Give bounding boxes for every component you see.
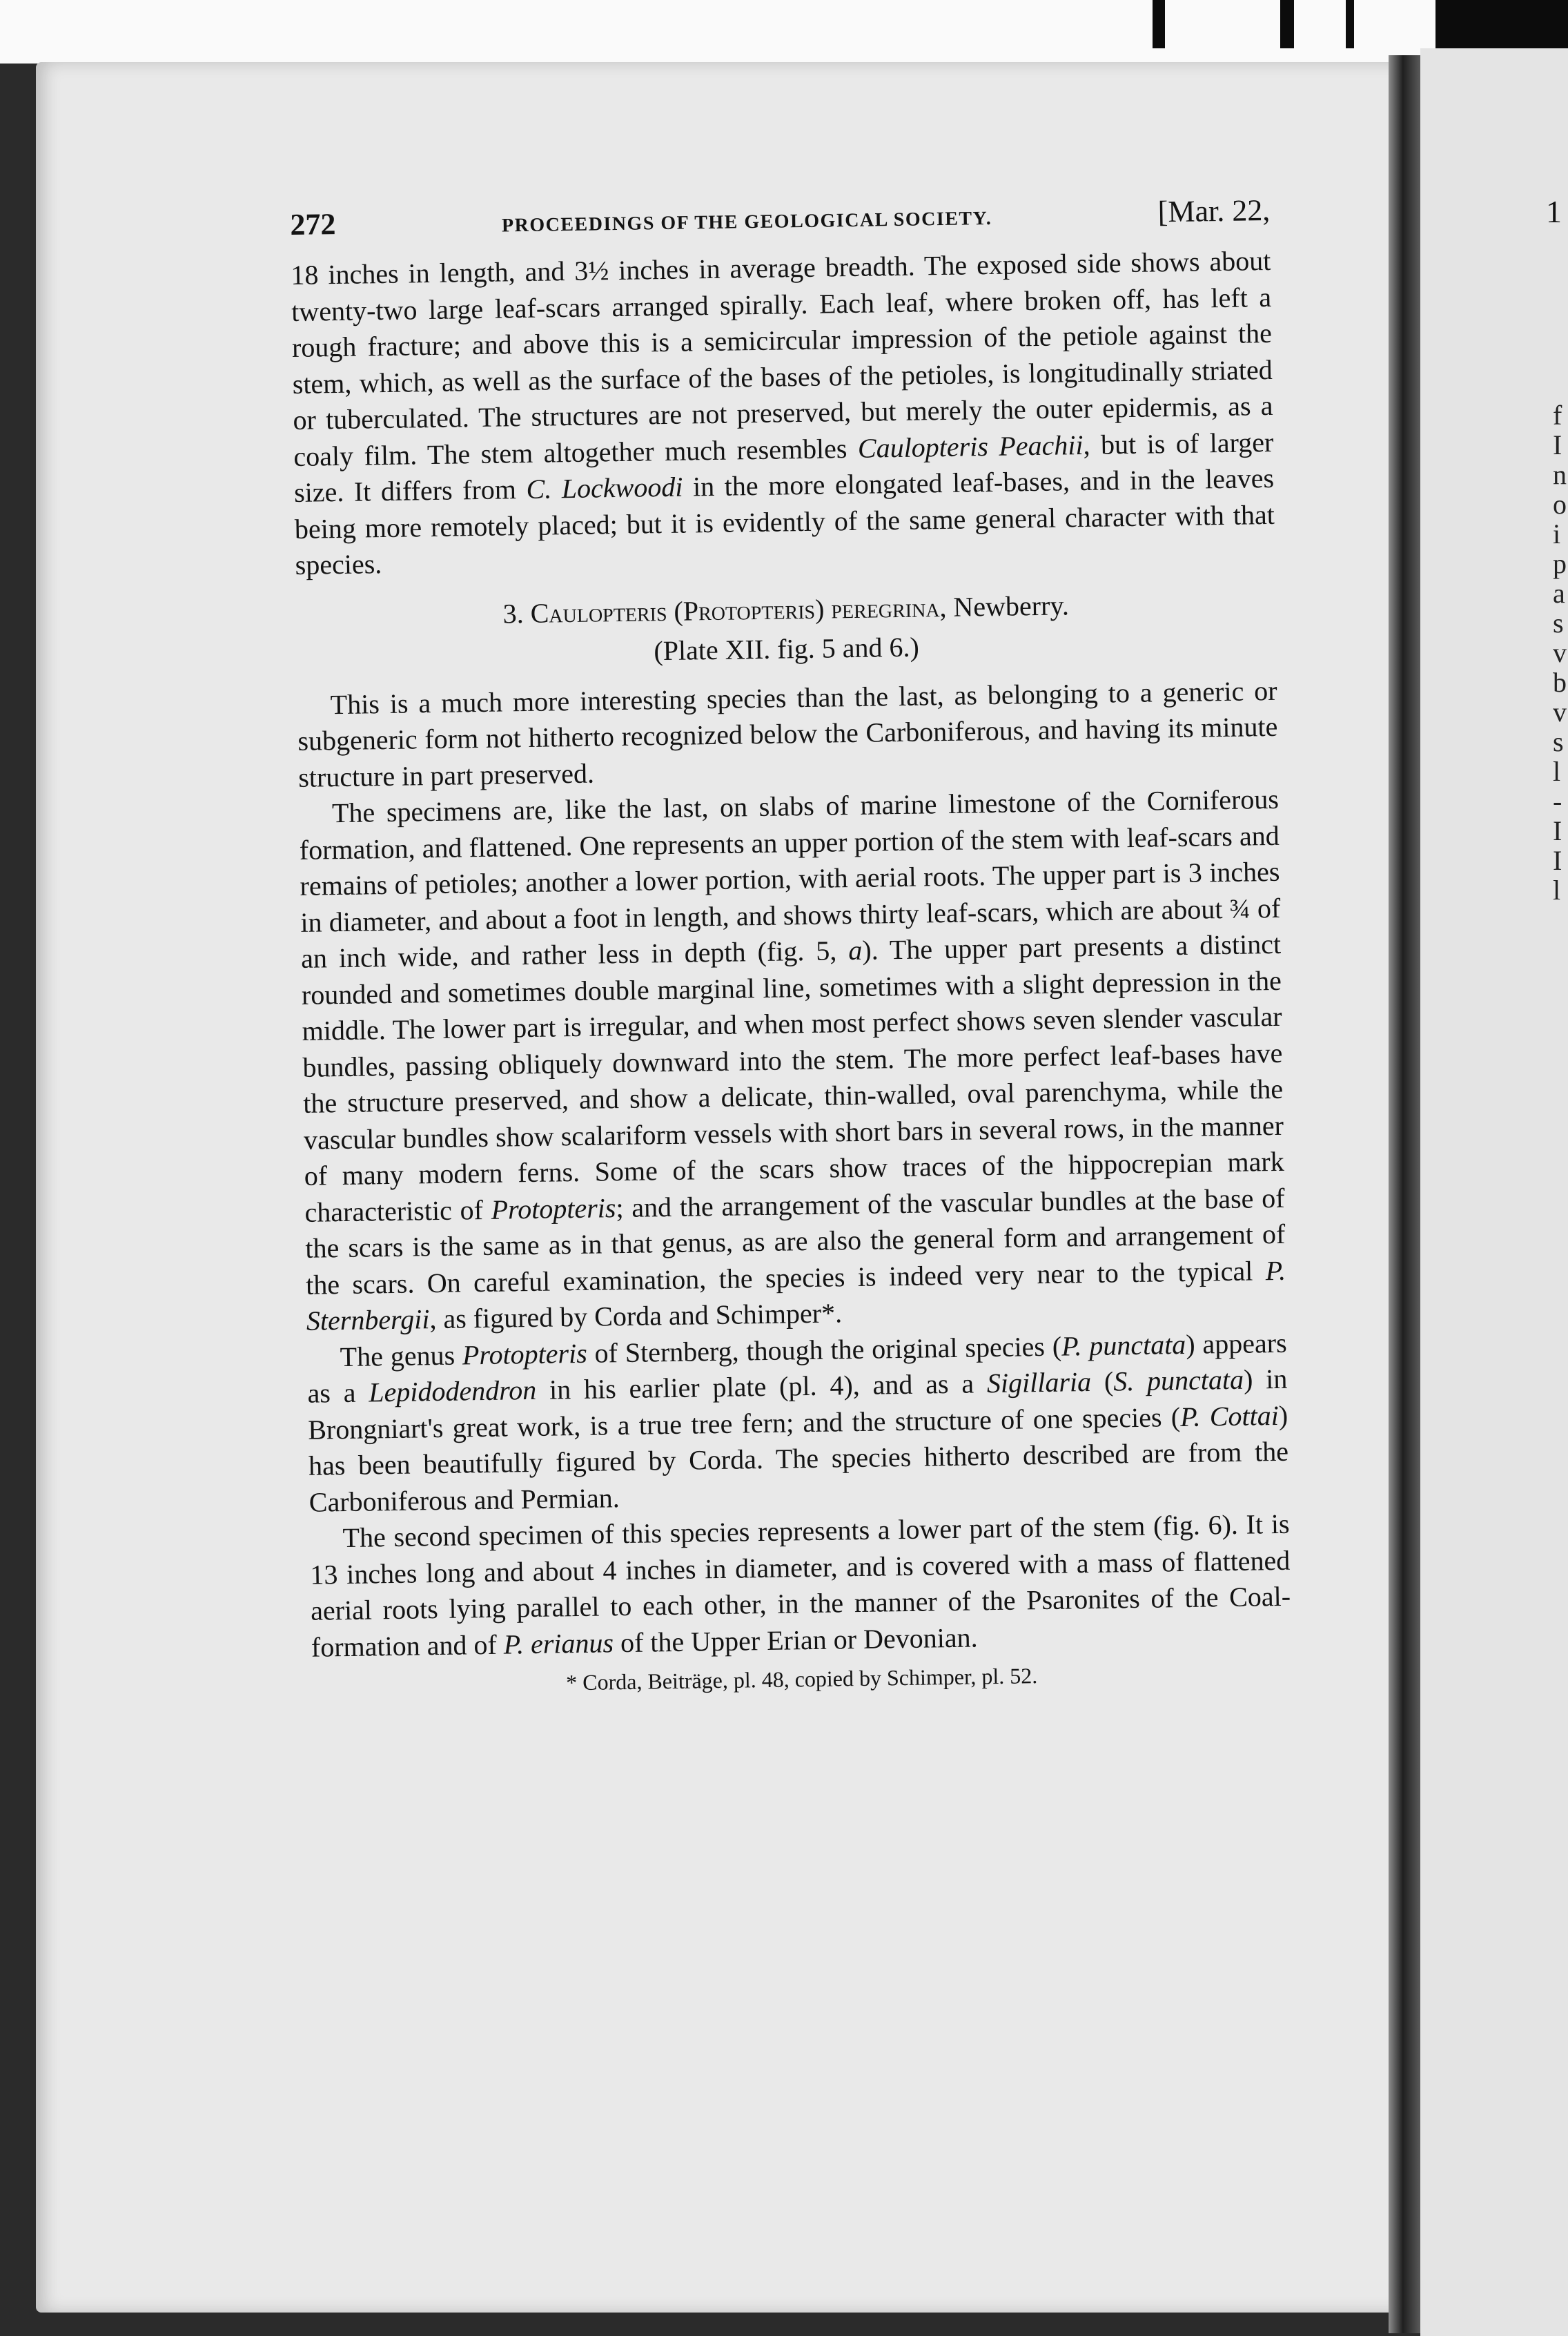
- section-number: 3.: [502, 597, 524, 629]
- margin-letter: a: [1553, 578, 1565, 609]
- margin-letter: I: [1553, 429, 1562, 460]
- text-run: of Sternberg, though the original species (: [587, 1330, 1062, 1369]
- facing-page: [1420, 48, 1568, 2336]
- margin-letter: i: [1553, 518, 1561, 549]
- text-run: , but is of larger size. It differs from: [293, 426, 1274, 508]
- body-paragraph: [306, 1325, 1289, 1521]
- text-run: of the Upper Erian or Devonian.: [613, 1621, 978, 1658]
- page-number: 272: [290, 207, 336, 242]
- margin-letter: o: [1553, 489, 1567, 520]
- body-paragraph: This is a much more interesting species than the last, as belonging to a generic or subgeneric form not hitherto recognized below the Carboniferous, and having its minute structure in part preserved.: [297, 674, 1278, 793]
- journal-title: PROCEEDINGS OF THE GEOLOGICAL SOCIETY.: [501, 207, 992, 237]
- text-run: 18 inches in length, and 3½ inches in average breadth. The exposed side shows about twenty-two large leaf-scars arranged spirally. Each leaf, where broken off, has left a rough fracture; and above this is a semicircular impression of the petiole against the stem, which, as well as the surface of the bases of the petioles, is longitudinally striated or tuberculated. The structures are not preserved, but merely the outer epidermis, as a coaly film. The stem altogether much resembles: [291, 244, 1273, 472]
- taxon-name: P. erianus: [503, 1626, 614, 1660]
- taxon-name: P. Sternbergii: [306, 1254, 1286, 1336]
- margin-letter: I: [1553, 815, 1562, 846]
- margin-letter: l: [1553, 756, 1561, 787]
- scan-edge-mark: [1280, 0, 1294, 48]
- body-paragraph: [299, 781, 1287, 1339]
- margin-letter: f: [1553, 400, 1562, 431]
- taxon-name: Protopteris: [491, 1191, 616, 1225]
- header-date: [Mar. 22,: [1157, 193, 1271, 229]
- margin-letter: l: [1553, 875, 1561, 906]
- margin-letter: v: [1553, 697, 1567, 728]
- margin-letter: s: [1553, 726, 1564, 757]
- scan-top-margin: [0, 0, 1568, 64]
- text-run: ) appears as a: [307, 1327, 1287, 1409]
- margin-letter: -: [1553, 786, 1562, 817]
- text-run: ). The upper part presents a distinct rounded and sometimes double marginal line, sometimes with a slight depression in the middle. The lower part is irregular, and when most perfect shows seven slender vascular bundles, passing obliquely downward into the stem. The more perfect leaf-bases have the structure preserved, and show a delicate, thin-walled, oval parenchyma, while the vascular bundles show scalariform vessels with short bars in several rows, in the manner of many modern ferns. Some of the scars show traces of the hippocrepian mark characteristic of: [301, 928, 1284, 1228]
- figure-letter: a: [847, 934, 863, 966]
- text-run: ; and the arrangement of the vascular bundles at the base of the scars is the same as in that genus, as are also the general form and arrangement of the scars. On careful examination, the species is indeed very near to the typical: [305, 1182, 1286, 1301]
- margin-letter: v: [1553, 637, 1567, 668]
- margin-letter: n: [1553, 459, 1567, 490]
- book-gutter: [1389, 55, 1420, 2333]
- scan-edge-mark: [1346, 0, 1354, 48]
- footnote: * Corda, Beiträge, pl. 48, copied by Schimper, pl. 52.: [565, 1663, 1038, 1695]
- margin-letter: b: [1553, 667, 1567, 698]
- species-author: Newberry.: [953, 589, 1070, 623]
- taxon-name: C. Lockwoodi: [526, 471, 683, 505]
- scan-edge-mark: [1435, 0, 1568, 48]
- margin-letter: s: [1553, 607, 1564, 639]
- page-text-block: [290, 193, 1292, 1700]
- text-run: The specimens are, like the last, on slabs of marine limestone of the Corniferous formation, and flattened. One represents an upper portion of the stem with leaf-scars and remains of petioles; another a lower portion, with aerial roots. The upper part is 3 inches in diameter, and about a foot in length, and shows thirty leaf-scars, which are about ¾ of an inch wide, and rather less in depth (fig. 5,: [299, 783, 1281, 974]
- section-heading: [295, 585, 1276, 632]
- species-name: Caulopteris (Protopteris) peregrina,: [530, 591, 947, 629]
- text-run: in his earlier plate (pl. 4), and as a: [536, 1367, 988, 1405]
- body-paragraph: [309, 1506, 1291, 1666]
- margin-letter: I: [1553, 845, 1562, 876]
- text-run: The second specimen of this species represents a lower part of the stem (fig. 6). It is 13 inches long and about 4 inches in diameter, and is covered with a mass of flattened aerial roots lying parallel to each other, in the manner of the Psaronites of the Coal-formation and of: [310, 1508, 1291, 1663]
- intro-paragraph: [291, 243, 1275, 584]
- margin-letter: p: [1553, 548, 1567, 579]
- text-run: in the more elongated leaf-bases, and in the leaves being more remotely placed; but it is evidently of the same general character with that species.: [294, 462, 1275, 581]
- taxon-name: P. punctata: [1061, 1328, 1186, 1362]
- text-run: , as figured by Corda and Schimper*.: [429, 1297, 843, 1335]
- taxon-name: S. punctata: [1113, 1363, 1244, 1397]
- taxon-name: P. Cottai: [1179, 1399, 1280, 1432]
- text-run: The genus: [340, 1339, 463, 1372]
- scan-edge-mark: [1153, 0, 1165, 48]
- plate-reference: (Plate XII. fig. 5 and 6.): [654, 631, 920, 666]
- text-run: ) in Brongniart's great work, is a true tree fern; and the structure of one species (: [307, 1363, 1288, 1446]
- taxon-name: Sigillaria: [986, 1365, 1092, 1399]
- taxon-name: Lepidodendron: [368, 1374, 537, 1408]
- facing-page-number-fragment: 1: [1546, 194, 1562, 229]
- taxon-name: Caulopteris Peachii: [857, 429, 1084, 464]
- text-run: (: [1090, 1365, 1114, 1397]
- taxon-name: Protopteris: [462, 1337, 588, 1370]
- facing-page-margin-letters: [1553, 400, 1567, 905]
- text-run: ) has been beautifully figured by Corda. The species hitherto described are from the Carboniferous and Permian.: [308, 1399, 1289, 1518]
